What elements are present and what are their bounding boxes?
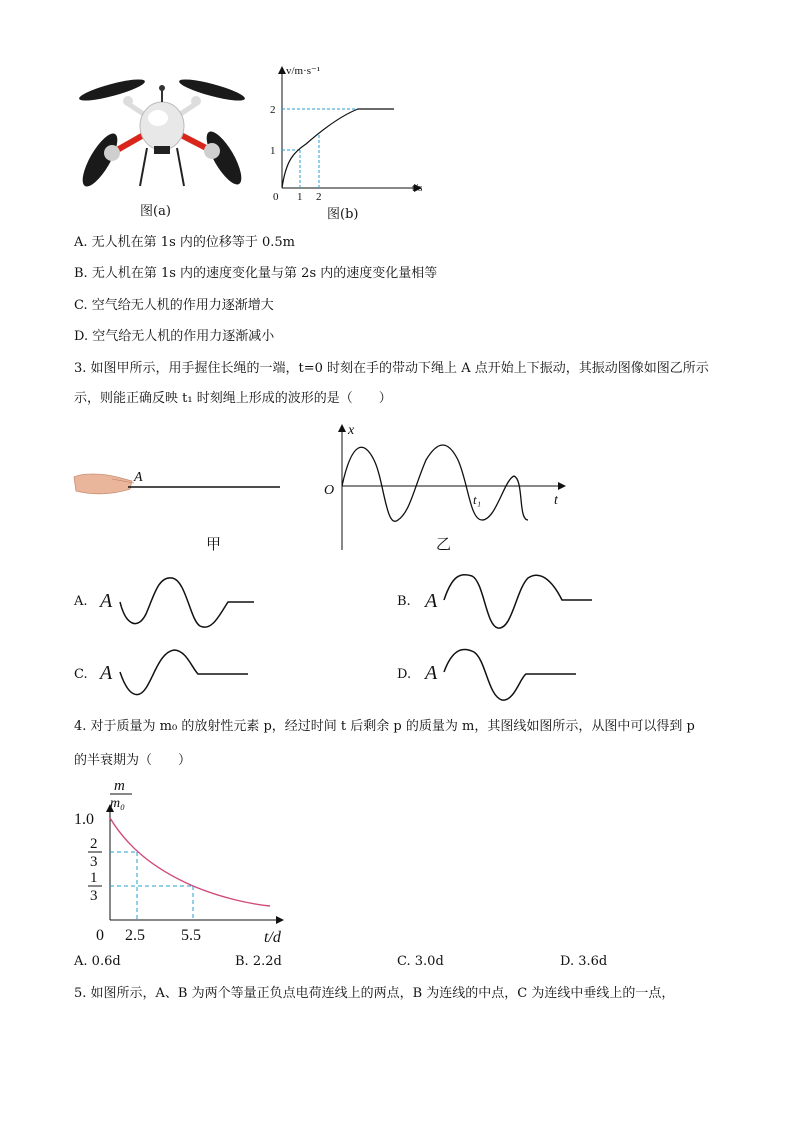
fig-b-caption: 图(b) <box>327 207 359 222</box>
decay-ytick-23-num: 2 <box>90 836 98 852</box>
decay-ytick-13-num: 1 <box>90 870 98 886</box>
option-label: B. <box>235 954 249 969</box>
option-label: C. <box>397 954 411 969</box>
q3-option-d-point: A <box>425 662 438 684</box>
option-label: A. <box>74 235 88 250</box>
q3-option-d-wave <box>440 644 580 704</box>
option-label: A. <box>74 954 88 969</box>
q3-option-a-label: A. <box>74 594 88 609</box>
q3-option-d-label: D. <box>397 667 412 682</box>
option-label: D. <box>74 329 89 344</box>
q3-option-c-label: C. <box>74 667 88 682</box>
q3-option-a-point: A <box>100 590 113 612</box>
vt-xtick: 2 <box>316 191 322 203</box>
decay-xtick-2: 5.5 <box>181 927 201 944</box>
q5-stem-line1: 5. 如图所示，A、B 为两个等量正负点电荷连线上的两点，B 为连线的中点，C 为连线中垂线上的一点， <box>74 986 675 1001</box>
vt-xtick: 1 <box>297 191 303 203</box>
drone-image <box>72 68 252 198</box>
decay-ylabel-den: m₀ <box>110 796 125 811</box>
q3-option-b-wave <box>440 570 595 632</box>
q4-option-c <box>397 953 444 971</box>
option-text: 无人机在第 1s 内的速度变化量与第 2s 内的速度变化量相等 <box>91 266 438 281</box>
vt-ylabel: v/m·s⁻¹ <box>286 65 321 77</box>
option-label: B. <box>74 266 88 281</box>
vt-ytick: 2 <box>270 104 276 116</box>
fig-yi-label: 乙 <box>436 535 452 553</box>
decay-ylabel-num: m <box>114 778 125 794</box>
vt-xlabel: t/s <box>412 182 423 194</box>
fig-jia-label: 甲 <box>206 535 222 553</box>
option-label: C. <box>74 298 88 313</box>
q3-option-b-label: B. <box>397 594 411 609</box>
decay-origin: 0 <box>96 927 104 944</box>
q2-option-c <box>74 297 274 315</box>
q4-stem-line2: 的半衰期为（ ） <box>74 753 192 768</box>
option-text: 空气给无人机的作用力逐渐减小 <box>92 329 275 344</box>
q3-option-b-point: A <box>425 590 438 612</box>
decay-ytick-1: 1.0 <box>74 811 94 828</box>
q4-option-b <box>235 953 282 971</box>
q2-option-b <box>74 265 437 283</box>
q4-option-d <box>560 953 607 971</box>
decay-curve <box>110 818 270 906</box>
q2-option-a <box>74 234 295 252</box>
decay-ytick-13-den: 3 <box>90 888 98 904</box>
xt-t1: t₁ <box>473 492 482 507</box>
q3-stem-line1: 3. 如图甲所示，用手握住长绳的一端，t=0 时刻在手的带动下绳上 A 点开始上下振动，其振动图像如图乙所示 <box>74 361 709 376</box>
vt-ytick: 1 <box>270 145 276 157</box>
xt-origin: O <box>324 483 335 498</box>
decay-xtick-1: 2.5 <box>125 927 145 944</box>
hand-rope-figure <box>72 465 287 505</box>
option-text: 3.0d <box>414 954 444 969</box>
q3-option-c-point: A <box>100 662 113 684</box>
option-text: 3.6d <box>578 954 608 969</box>
decay-graph <box>72 776 298 946</box>
option-text: 2.2d <box>252 954 282 969</box>
fig-a-caption: 图(a) <box>140 204 171 219</box>
vt-graph <box>262 60 432 208</box>
option-text: 无人机在第 1s 内的位移等于 0.5m <box>91 235 296 250</box>
point-a-label: A <box>134 470 143 485</box>
q3-stem-line2: 示，则能正确反映 t₁ 时刻绳上形成的波形的是（ ） <box>74 391 392 406</box>
option-text: 0.6d <box>91 954 121 969</box>
q3-option-a-wave <box>116 574 256 632</box>
q4-stem-line1: 4. 对于质量为 m₀ 的放射性元素 p，经过时间 t 后剩余 p 的质量为 m，其图线如图所示，从图中可以得到 p <box>74 719 695 734</box>
decay-xlabel: t/d <box>264 929 281 946</box>
vt-origin: 0 <box>273 191 279 203</box>
xt-xlabel: x <box>348 423 355 438</box>
xt-tlabel: t <box>554 493 558 508</box>
decay-ytick-23-den: 3 <box>90 854 98 870</box>
option-label: D. <box>560 954 575 969</box>
q4-option-a <box>74 953 121 971</box>
option-text: 空气给无人机的作用力逐渐增大 <box>91 298 274 313</box>
q2-option-d <box>74 328 274 346</box>
xt-curve <box>342 445 528 521</box>
q3-option-c-wave <box>116 646 251 702</box>
